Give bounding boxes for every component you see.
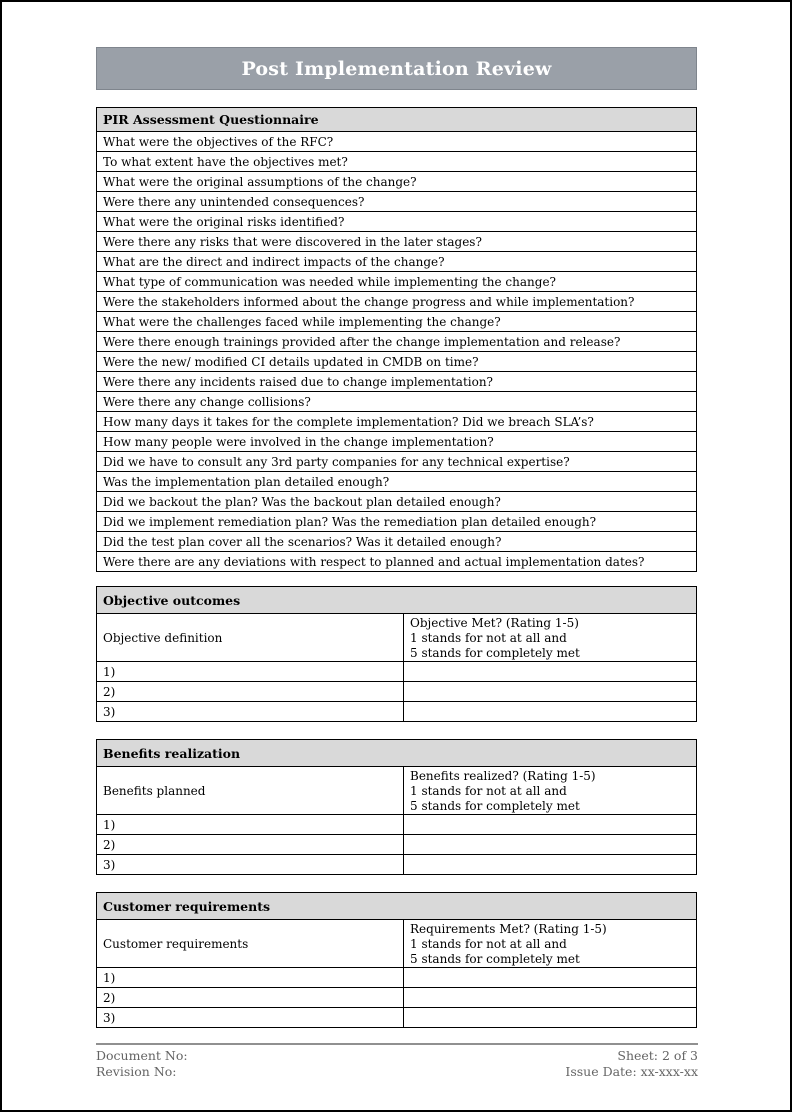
- question-text: Were the new/ modified CI details updated in CMDB on time?: [97, 352, 697, 372]
- benefits-realization-table: [96, 739, 697, 875]
- item-row: [97, 835, 697, 855]
- document-no-label: Document No:: [96, 1048, 188, 1063]
- rating-answer-cell[interactable]: [404, 702, 697, 722]
- item-number-cell[interactable]: 1): [97, 815, 404, 835]
- question-text: How many people were involved in the change implementation?: [97, 432, 697, 452]
- question-text: Were there any change collisions?: [97, 392, 697, 412]
- rating-line: 1 stands for not at all and: [410, 631, 567, 645]
- item-number-cell[interactable]: 2): [97, 835, 404, 855]
- question-text: What were the original risks identified?: [97, 212, 697, 232]
- document-title: Post Implementation Review: [241, 57, 552, 80]
- question-row: [97, 412, 697, 432]
- questionnaire-header: PIR Assessment Questionnaire: [97, 108, 697, 132]
- rating-line: Benefits realized? (Rating 1-5): [410, 769, 596, 783]
- question-text: What were the objectives of the RFC?: [97, 132, 697, 152]
- question-text: Did we backout the plan? Was the backout plan detailed enough?: [97, 492, 697, 512]
- question-text: Did we implement remediation plan? Was the remediation plan detailed enough?: [97, 512, 697, 532]
- question-row: [97, 292, 697, 312]
- issue-date-label: Issue Date: xx-xxx-xx: [565, 1064, 698, 1079]
- objective-outcomes-table: [96, 586, 697, 722]
- questionnaire-header-row: [97, 108, 697, 132]
- document-content: [96, 47, 697, 1028]
- document-title-bar: [96, 47, 697, 90]
- rating-line: 5 stands for completely met: [410, 646, 580, 660]
- revision-no-label: Revision No:: [96, 1064, 177, 1079]
- question-text: What are the direct and indirect impacts of the change?: [97, 252, 697, 272]
- item-row: [97, 662, 697, 682]
- item-row: [97, 815, 697, 835]
- section-header: Benefits realization: [97, 740, 697, 767]
- question-text: Did we have to consult any 3rd party companies for any technical expertise?: [97, 452, 697, 472]
- question-row: [97, 172, 697, 192]
- page-footer: [96, 1043, 698, 1080]
- item-number-cell[interactable]: 1): [97, 662, 404, 682]
- definition-row: [97, 614, 697, 662]
- section-header-row: [97, 893, 697, 920]
- question-row: [97, 512, 697, 532]
- rating-answer-cell[interactable]: [404, 835, 697, 855]
- question-text: How many days it takes for the complete implementation? Did we breach SLA’s?: [97, 412, 697, 432]
- question-text: What were the original assumptions of the change?: [97, 172, 697, 192]
- rating-answer-cell[interactable]: [404, 662, 697, 682]
- item-row: [97, 988, 697, 1008]
- rating-answer-cell[interactable]: [404, 682, 697, 702]
- question-row: [97, 312, 697, 332]
- row-label: Objective definition: [97, 614, 404, 662]
- section-header-row: [97, 740, 697, 767]
- footer-left: [96, 1048, 188, 1080]
- question-row: [97, 232, 697, 252]
- rating-answer-cell[interactable]: [404, 988, 697, 1008]
- question-row: [97, 432, 697, 452]
- question-row: [97, 252, 697, 272]
- sheet-label: Sheet: 2 of 3: [617, 1048, 698, 1063]
- item-row: [97, 968, 697, 988]
- section-header: Objective outcomes: [97, 587, 697, 614]
- section-header-row: [97, 587, 697, 614]
- rating-header-cell: [404, 614, 697, 662]
- item-row: [97, 702, 697, 722]
- question-text: To what extent have the objectives met?: [97, 152, 697, 172]
- item-row: [97, 1008, 697, 1028]
- question-row: [97, 332, 697, 352]
- definition-row: [97, 920, 697, 968]
- question-text: Were there any incidents raised due to change implementation?: [97, 372, 697, 392]
- rating-line: Objective Met? (Rating 1-5): [410, 616, 579, 630]
- item-number-cell[interactable]: 3): [97, 855, 404, 875]
- item-row: [97, 682, 697, 702]
- rating-line: 5 stands for completely met: [410, 799, 580, 813]
- question-row: [97, 552, 697, 572]
- question-row: [97, 472, 697, 492]
- question-row: [97, 132, 697, 152]
- question-row: [97, 192, 697, 212]
- item-number-cell[interactable]: 2): [97, 988, 404, 1008]
- rating-answer-cell[interactable]: [404, 855, 697, 875]
- item-number-cell[interactable]: 3): [97, 1008, 404, 1028]
- item-number-cell[interactable]: 2): [97, 682, 404, 702]
- rating-answer-cell[interactable]: [404, 968, 697, 988]
- rating-line: 5 stands for completely met: [410, 952, 580, 966]
- rating-answer-cell[interactable]: [404, 815, 697, 835]
- question-row: [97, 152, 697, 172]
- question-text: Were the stakeholders informed about the change progress and while implementation?: [97, 292, 697, 312]
- question-row: [97, 352, 697, 372]
- question-row: [97, 492, 697, 512]
- item-number-cell[interactable]: 3): [97, 702, 404, 722]
- question-text: Were there any risks that were discovered in the later stages?: [97, 232, 697, 252]
- question-row: [97, 212, 697, 232]
- pir-questionnaire-table: [96, 107, 697, 572]
- question-text: Was the implementation plan detailed enough?: [97, 472, 697, 492]
- rating-line: 1 stands for not at all and: [410, 937, 567, 951]
- question-row: [97, 452, 697, 472]
- row-label: Benefits planned: [97, 767, 404, 815]
- question-row: [97, 532, 697, 552]
- question-row: [97, 372, 697, 392]
- row-label: Customer requirements: [97, 920, 404, 968]
- rating-line: 1 stands for not at all and: [410, 784, 567, 798]
- section-header: Customer requirements: [97, 893, 697, 920]
- question-text: What were the challenges faced while implementing the change?: [97, 312, 697, 332]
- rating-header-cell: [404, 920, 697, 968]
- rating-header-cell: [404, 767, 697, 815]
- rating-line: Requirements Met? (Rating 1-5): [410, 922, 607, 936]
- customer-requirements-table: [96, 892, 697, 1028]
- question-text: Were there are any deviations with respect to planned and actual implementation dates?: [97, 552, 697, 572]
- item-row: [97, 855, 697, 875]
- question-text: What type of communication was needed while implementing the change?: [97, 272, 697, 292]
- rating-answer-cell[interactable]: [404, 1008, 697, 1028]
- definition-row: [97, 767, 697, 815]
- footer-right: [565, 1048, 698, 1080]
- item-number-cell[interactable]: 1): [97, 968, 404, 988]
- question-row: [97, 272, 697, 292]
- question-text: Were there enough trainings provided after the change implementation and release?: [97, 332, 697, 352]
- question-row: [97, 392, 697, 412]
- question-text: Were there any unintended consequences?: [97, 192, 697, 212]
- question-text: Did the test plan cover all the scenarios? Was it detailed enough?: [97, 532, 697, 552]
